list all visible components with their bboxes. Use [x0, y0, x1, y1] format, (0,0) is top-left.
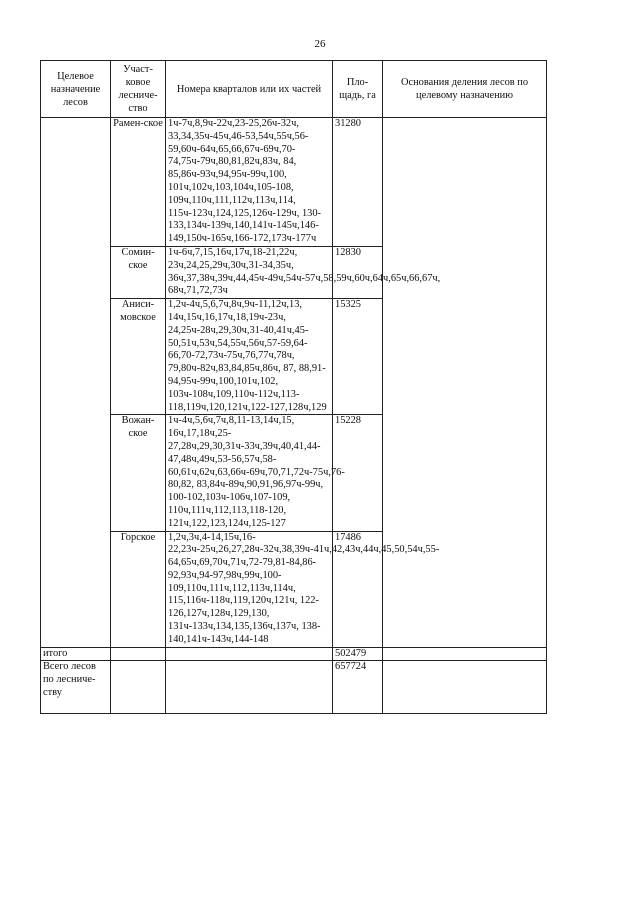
page-number: 26	[314, 38, 326, 50]
grand-total-row	[41, 661, 547, 714]
area-value: 15228	[333, 415, 383, 531]
quarter-numbers: 1,2ч-4ч,5,6,7ч,8ч,9ч-11,12ч,13, 14ч,15ч,16,17ч,18,19ч-23ч, 24,25ч-28ч,29,30ч,31-40,41ч,45-50,51ч,53ч,54,55ч,56ч,57-59,64-66,70-72,73ч-75ч,76,77ч,78ч, 79,80ч-82ч,83,84,85ч,86ч, 87, 88,91-94,95ч-99ч,100,101ч,102, 103ч-108ч,109,110ч-112ч,113-118,119ч,120,121ч,122-127,128ч,129	[166, 299, 333, 415]
area-value: 12830	[333, 246, 383, 298]
forest-allocation-table	[40, 60, 547, 714]
table-header-row	[41, 61, 547, 118]
header-quarters: Номера кварталов или их частей	[166, 61, 333, 118]
district-name: Сомин-ское	[111, 246, 166, 298]
header-purpose: Целевое назначение лесов	[41, 61, 111, 118]
district-name: Рамен-ское	[111, 118, 166, 247]
quarter-numbers: 1ч-7ч,8,9ч-22ч,23-25,26ч-32ч, 33,34,35ч-45ч,46-53,54ч,55ч,56-59,60ч-64ч,65,66,67ч-69ч,70-74,75ч-79ч,80,81,82ч,83ч, 84, 85,86ч-93ч,94,95ч-99ч,100, 101ч,102ч,103,104ч,105-108, 109ч,110ч,111,112ч,113ч,114, 115ч-123ч,124,125,126ч-129ч, 130-133,134ч-139ч,140,141ч-145ч,146-149,150ч-165ч,166-172,173ч-177ч	[166, 118, 333, 247]
quarter-numbers: 1ч-4ч,5,6ч,7ч,8,11-13,14ч,15, 16ч,17,18ч,25-27,28ч,29,30,31ч-33ч,39ч,40,41,44-47,48ч,49ч,53-56,57ч,58-60,61ч,62ч,63,66ч-69ч,70,71,72ч-75ч,76-80,82, 83,84ч-89ч,90,91,96,97ч-99ч, 100-102,103ч-106ч,107-109, 110ч,111ч,112,113,118-120, 121ч,122,123,124ч,125-127	[166, 415, 333, 531]
table-row	[41, 118, 547, 247]
district-name: Горское	[111, 531, 166, 647]
header-basis: Основания деления лесов по целевому назначению	[383, 61, 547, 118]
grand-total-label: Всего лесов по лесниче-ству	[41, 661, 111, 714]
header-district: Участ-ковое лесниче-ство	[111, 61, 166, 118]
empty-cell	[166, 647, 333, 661]
area-value: 31280	[333, 118, 383, 247]
header-area: Пло-щадь, га	[333, 61, 383, 118]
empty-cell	[383, 647, 547, 661]
total-label: итого	[41, 647, 111, 661]
area-value: 15325	[333, 299, 383, 415]
quarter-numbers: 1ч-6ч,7,15,16ч,17ч,18-21,22ч, 23ч,24,25,29ч,30ч,31-34,35ч, 36ч,37,38ч,39ч,44,45ч-49ч,54ч-57ч,58,59ч,60ч,64ч,65ч,66,67ч, 68ч,71,72,73ч	[166, 246, 333, 298]
empty-cell	[111, 661, 166, 714]
district-name: Вожан-ское	[111, 415, 166, 531]
empty-cell	[383, 661, 547, 714]
grand-total-area: 657724	[333, 661, 383, 714]
district-name: Аниси-мовское	[111, 299, 166, 415]
purpose-cell	[41, 118, 111, 648]
empty-cell	[111, 647, 166, 661]
empty-cell	[166, 661, 333, 714]
total-row	[41, 647, 547, 661]
quarter-numbers: 1,2ч,3ч,4-14,15ч,16-22,23ч-25ч,26,27,28ч-32ч,38,39ч-41ч,42,43ч,44ч,45,50,54ч,55-64,65ч,69,70ч,71ч,72-79,81-84,86-92,93ч,94-97,98ч,99ч,100-109,110ч,111ч,112,113ч,114ч, 115,116ч-118ч,119,120ч,121ч, 122-126,127ч,128ч,129,130, 131ч-133ч,134,135,136ч,137ч, 138-140,141ч-143ч,144-148	[166, 531, 333, 647]
total-area: 502479	[333, 647, 383, 661]
basis-cell	[383, 118, 547, 648]
area-value: 17486	[333, 531, 383, 647]
